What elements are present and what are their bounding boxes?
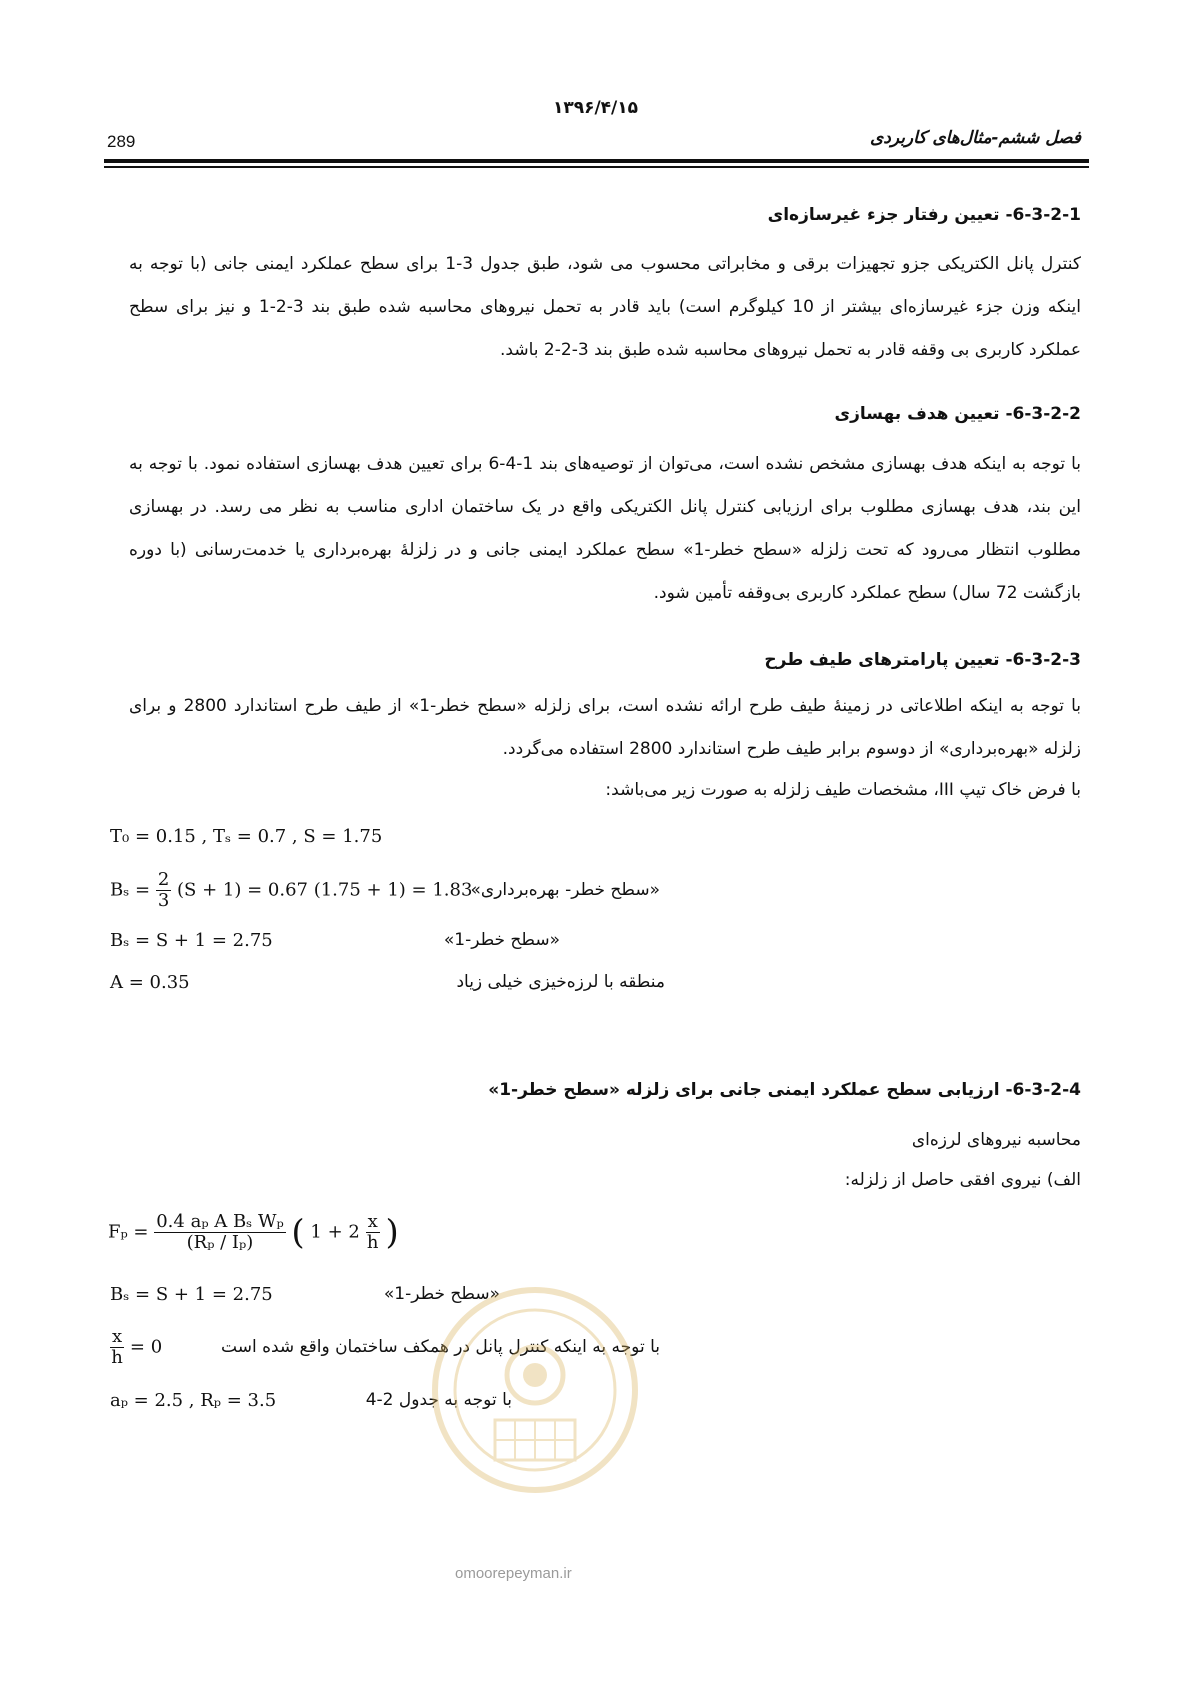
fp-h: h — [366, 1232, 379, 1253]
equation-bs-hazard1-b: Bₛ = S + 1 = 2.75 — [110, 1284, 273, 1305]
fp-inner: 1 + 2 — [310, 1221, 360, 1243]
header-rule-thin — [104, 166, 1089, 168]
eq-lhs: Bₛ = — [110, 879, 151, 901]
equation-fp — [108, 1212, 399, 1253]
section-paragraph-2: با توجه به اینکه هدف بهسازی مشخص نشده است، می‌توان از توصیه‌های بند 1-4-6 برای تعیین هدف بهسازی استفاده نمود. با توجه به این بند، هدف بهسازی مطلوب برای ارزیابی کنترل پانل الکتریکی واقع در یک ساختمان اداری مناسب به نظر می رسد. در بهسازی مطلوب انتظار می‌رود که تحت زلزله «سطح خطر-1» سطح عملکرد ایمنی جانی و در زلزلهٔ بهره‌برداری یا خدمت‌رسانی (با دوره بازگشت 72 سال) سطح عملکرد کاربری بی‌وقفه تأمین شود. — [129, 454, 1081, 603]
section-line-soil: با فرض خاک تیپ III، مشخصات طیف زلزله به صورت زیر می‌باشد: — [605, 780, 1081, 800]
equation-a: A = 0.35 — [110, 972, 190, 993]
section-paragraph-3: با توجه به اینکه اطلاعاتی در زمینهٔ طیف طرح ارائه نشده است، برای زلزله «سطح خطر-1» از طیف طرح استاندارد 2800 و برای زلزله «بهره‌برداری» از دوسوم برابر طیف طرح استاندارد 2800 استفاده می‌گردد. — [129, 696, 1081, 759]
label-seismicity: منطقه با لرزه‌خیزی خیلی زیاد — [456, 972, 665, 992]
section-heading-3: 6-3-2-3- تعیین پارامترهای طیف طرح — [764, 650, 1081, 670]
seal-icon — [425, 1280, 645, 1500]
header-date: ۱۳۹۶/۴/۱۵ — [552, 98, 639, 118]
xh-h: h — [111, 1347, 123, 1368]
page-number: 289 — [107, 132, 136, 151]
paren-close: ) — [385, 1212, 399, 1253]
equation-ap-rp: aₚ = 2.5 , Rₚ = 3.5 — [110, 1390, 277, 1411]
fp-numerator: 0.4 aₚ A Bₛ Wₚ — [156, 1211, 284, 1232]
xh-fraction — [110, 1327, 124, 1368]
fp-denominator: (Rₚ / Iₚ) — [186, 1232, 254, 1253]
section-line-forces: محاسبه نیروهای لرزه‌ای — [911, 1130, 1081, 1150]
fp-x: x — [367, 1211, 378, 1232]
chapter-title: فصل ششم-مثال‌های کاربردی — [869, 128, 1081, 148]
label-ground-floor: با توجه به اینکه کنترل پانل در همکف ساختمان واقع شده است — [221, 1337, 660, 1357]
fraction — [156, 870, 171, 911]
watermark-seal — [425, 1280, 645, 1500]
fp-lhs: Fₚ = — [108, 1221, 149, 1243]
equation-xh — [110, 1327, 162, 1368]
label-service-level: «سطح خطر- بهره‌برداری» — [470, 880, 660, 900]
section-heading-2: 6-3-2-2- تعیین هدف بهسازی — [834, 404, 1081, 424]
fp-fraction — [154, 1212, 285, 1253]
label-table-ref: با توجه به جدول 2-4 — [365, 1390, 512, 1410]
section-paragraph-1: کنترل پانل الکتریکی جزو تجهیزات برقی و مخابراتی محسوب می شود، طبق جدول 3-1 برای سطح عملکرد ایمنی جانی (با توجه به اینکه وزن جزء غیرسازه‌ای بیشتر از 10 کیلوگرم است) باید قادر به تحمل نیروهای محاسبه شده طبق بند 3-2-1 و نیز برای سطح عملکرد کاربری بی وقفه قادر به تحمل نیروهای محاسبه شده طبق بند 3-2-2 باشد. — [129, 254, 1082, 360]
xh-x: x — [112, 1326, 123, 1347]
equation-bs-hazard1: Bₛ = S + 1 = 2.75 — [110, 930, 273, 951]
eq-rhs: (S + 1) = 0.67 (1.75 + 1) = 1.83 — [177, 879, 473, 901]
fraction-denominator: 3 — [157, 890, 170, 911]
label-hazard-level-1-b: «سطح خطر-1» — [383, 1284, 500, 1304]
paren-open: ( — [291, 1212, 305, 1253]
label-hazard-level-1: «سطح خطر-1» — [443, 930, 560, 950]
equation-periods: T₀ = 0.15 , Tₛ = 0.7 , S = 1.75 — [110, 826, 383, 847]
xh-rhs: = 0 — [129, 1336, 163, 1358]
section-heading-1: 6-3-2-1- تعیین رفتار جزء غیرسازه‌ای — [767, 205, 1081, 225]
header-rule-thick — [104, 159, 1089, 163]
fp-xh-fraction — [366, 1212, 380, 1253]
section-line-horizontal: الف) نیروی افقی حاصل از زلزله: — [844, 1170, 1081, 1190]
watermark-url: omoorepeyman.ir — [455, 1565, 572, 1582]
fraction-numerator: 2 — [157, 869, 170, 890]
section-heading-4: 6-3-2-4- ارزیابی سطح عملکرد ایمنی جانی برای زلزله «سطح خطر-1» — [488, 1080, 1081, 1100]
